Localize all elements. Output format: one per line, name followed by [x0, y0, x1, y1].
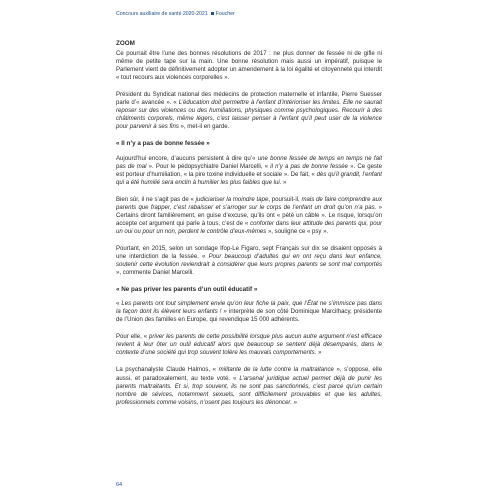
paragraph-pour-elle — [116, 333, 382, 357]
text-run: », s’oppose, elle aussi, et paradoxalement, au texte voté. « — [116, 367, 382, 382]
quote-run: judiciariser la moindre tape — [195, 196, 269, 203]
paragraph-marcilhacy — [116, 300, 382, 324]
text-run: Pourtant, en 2015, selon un sondage Ifop-Le Figaro, sept Français sur dix se disaient opposés à une interdiction de la fessée. « — [116, 245, 382, 260]
text-run: « — [116, 301, 122, 308]
text-run: interprète de son côté Dominique Marcilhacy, présidente de l’Union des familles en Europe, qui revendique 15 000 adhérents. — [116, 309, 383, 324]
quote-run: conforter dans leur attitude des parents qui, pour un oui ou pour un non, perdent le contrôle d’eux-mêmes — [116, 220, 382, 235]
paragraph-judiciariser — [116, 196, 382, 236]
text-run: Aujourd’hui encore, d’aucuns persistent à dire qu’« — [116, 155, 258, 162]
text-run: Bien sûr, il ne s’agit pas de « — [116, 196, 196, 203]
paragraph-marcelli — [116, 155, 382, 187]
paragraph-suesser — [116, 91, 382, 131]
quote-run: L’éducation doit permettre à l’enfant d’intérioriser les limites. Elle ne saurait reposer sur des violences ou des humiliations, physiques comme psychologiques. Recourir à des châtiments corporels, même légers, c’est laisser penser à l’enfant qu’il peut user de la violence pour parvenir à ses fins — [116, 100, 382, 131]
subheading-outil-educatif: « Ne pas priver les parents d’un outil éducatif » — [116, 286, 258, 294]
text-run: », souligne ce « psy ». — [266, 228, 329, 235]
running-header — [116, 11, 235, 17]
text-run: », met-il en garde. — [178, 124, 230, 131]
paragraph-halmos — [116, 366, 382, 406]
bullet-icon — [211, 12, 214, 15]
text-run: , poursuit-il, — [268, 196, 302, 203]
book-title: Concours auxiliaire de santé 2020-2021 — [116, 11, 208, 17]
article-body — [116, 40, 382, 416]
subheading-bonne-fessee: « Il n’y a pas de bonne fessée » — [116, 140, 210, 148]
text-run: », commente Daniel Marcelli. — [116, 270, 194, 277]
quote-run: militante de la lutte contre la maltraitance — [218, 367, 334, 374]
text-run: » — [291, 399, 297, 406]
section-name: Foucher — [215, 11, 235, 17]
quote-run: Pour beaucoup d’adultes qui en ont reçu dans leur enfance, soutenir cette évolution reviendrait à considérer que leurs propres parents se sont mal comportés — [116, 253, 382, 269]
paragraph-sondage — [116, 245, 382, 277]
paragraph-intro: Ce pourrait être l’une des bonnes résolutions de 2017 : ne plus donner de fessée ni de gifle ni même de petite tape sur la main. Une bonne résolution mais aussi un impératif, puisque le Parlement vient de définitivement adopter un amendement à la loi égalité et citoyenneté qui interdit « tout recours aux violences corporelles ». — [116, 51, 382, 82]
quote-run: une bonne fessée de temps en temps ne fait pas de mal — [116, 155, 382, 170]
quote-run: priver les parents de cette possibilité lorsque plus aucun autre argument n’est efficace revient à leur ôter un outil éducatif alors que beaucoup se sentent déjà désemparés, dans le contexte d’une société qui trop souvent tolère les mauvais comportements. — [116, 334, 382, 357]
text-run: ». Ce geste est porteur d’humiliation, « la pire toxine individuelle et sociale ». De fait, « — [116, 163, 382, 178]
zoom-heading: ZOOM — [116, 40, 135, 47]
text-run: » — [316, 350, 322, 357]
text-run: ». Pour le pédopsychiatre Daniel Marcelli, « — [146, 163, 271, 170]
quote-run: dès qu’il grandit, l’enfant qui a été humilié sera enclin à humilier les plus faibles que lui. — [116, 171, 382, 186]
text-run: Président du Syndicat national des médecins de protection maternelle et infantile, Pierre Suesser parle d’« avancée ». « — [116, 92, 382, 107]
quote-run: mais de faire comprendre aux parents que frapper, c’est rabaisser et s’arroger sur le corps de l’enfant un droit qu’on n’a pas. — [116, 196, 382, 211]
text-run: La psychanalyste Claude Halmos, « — [116, 367, 219, 374]
quote-run: il n’y a pas de bonne fessée — [270, 163, 348, 170]
quote-run: L’arsenal juridique actuel permet déjà de punir les parents maltraitants. Et si, trop souvent, ils ne sont pas sanctionnés, c’est parce qu’un certain nombre de sévices, notamment sexuels, sont difficilement prouvables et que les adultes, professionnels comme voisins, n’osent pas toujours les dénoncer. — [116, 375, 382, 406]
text-run: » Certains diront familièrement, en guise d’excuse, qu’ils ont « pété un câble ». Le risque, lorsqu’on accepte cet argument qui parle à tous, c’est de « — [116, 204, 382, 227]
quote-run: Les parents ont tout simplement envie qu’on leur fiche la paix, que l’État ne s’immisce pas dans la façon dont ils élèvent leurs enfants ! » — [116, 301, 383, 316]
page-number: 64 — [116, 482, 123, 488]
text-run: Pour elle, « — [116, 334, 150, 341]
text-run: » — [281, 179, 287, 186]
